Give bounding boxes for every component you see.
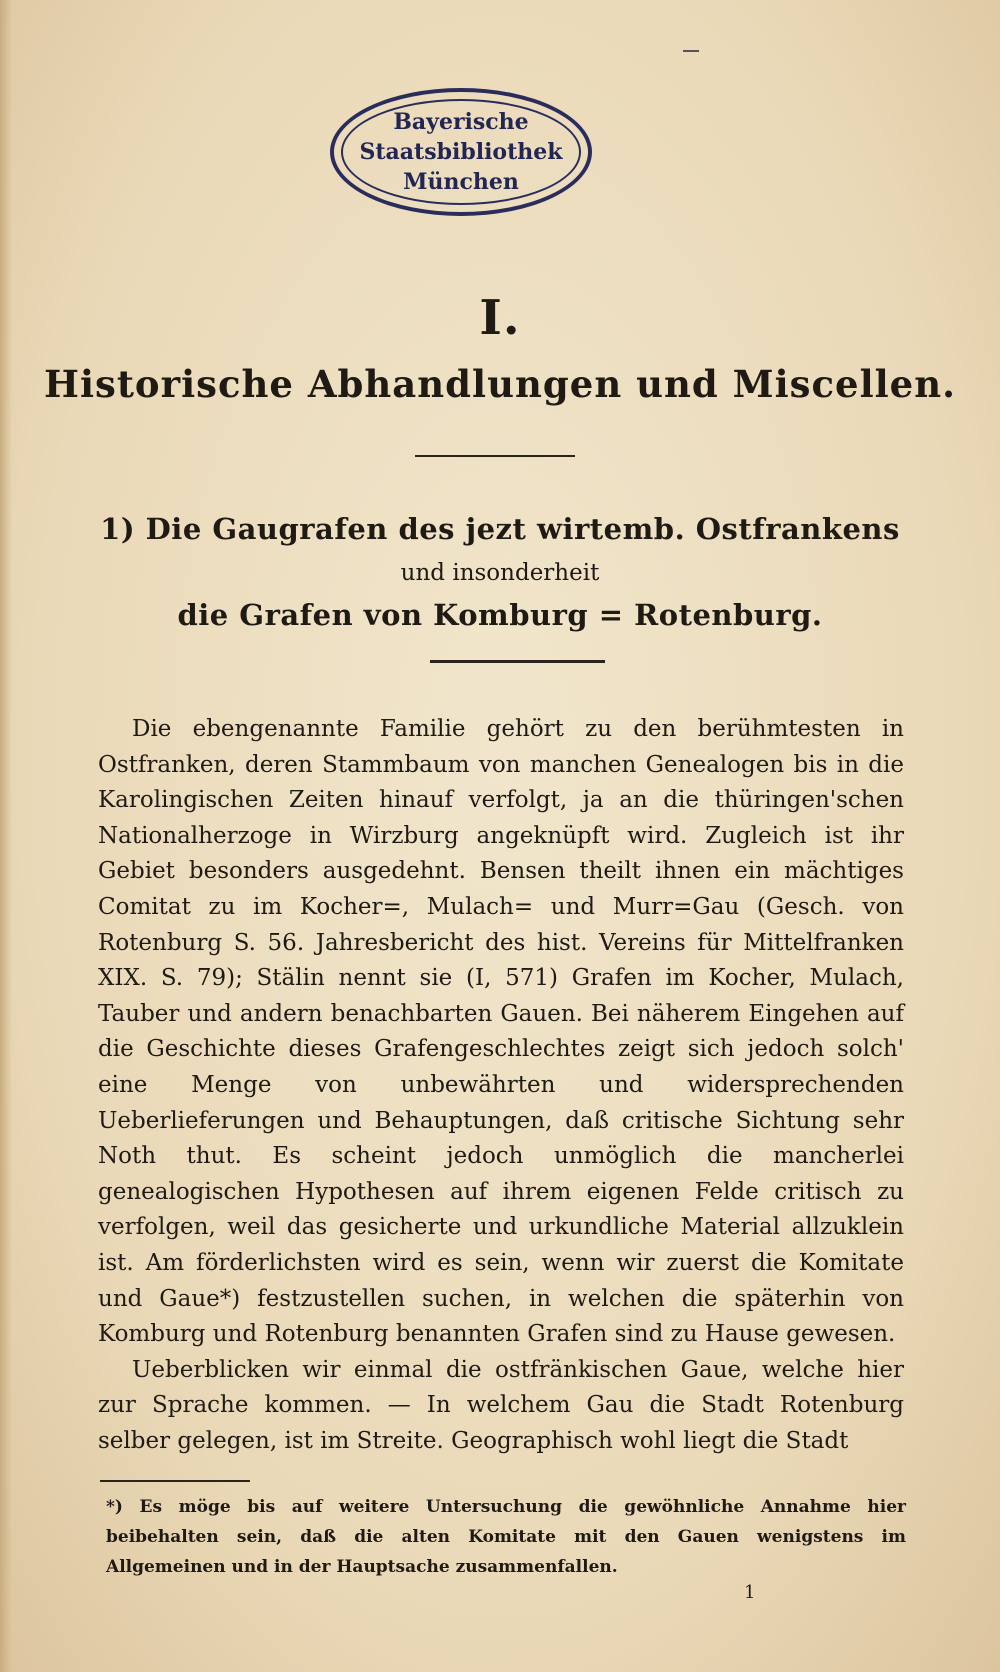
heading-rule bbox=[415, 455, 575, 457]
section-heading: Historische Abhandlungen und Miscellen. bbox=[43, 362, 957, 406]
stamp-line-3: München bbox=[403, 169, 519, 195]
footnote-rule bbox=[100, 1480, 250, 1482]
library-stamp bbox=[330, 88, 592, 216]
body-text bbox=[98, 712, 904, 1459]
page-number: 1 bbox=[744, 1582, 756, 1603]
stamp-line-2: Staatsbibliothek bbox=[359, 139, 563, 165]
title-rule bbox=[430, 660, 605, 663]
paragraph-2: Ueberblicken wir einmal die ostfränkischen Gaue, welche hier zur Sprache kommen. — In welchem Gau die Stadt Rotenburg selber gelegen, ist im Streite. Geographisch wohl liegt die Stadt bbox=[98, 1356, 904, 1454]
ink-mark bbox=[683, 50, 699, 52]
section-numeral: I. bbox=[479, 290, 521, 346]
paragraph-1: Die ebengenannte Familie gehört zu den berühmtesten in Ostfranken, deren Stammbaum von manchen Genealogen bis in die Karolingischen Zeiten hinauf verfolgt, ja an die thüringen'schen Nationalherzoge in Wirzburg angeknüpft wird. Zugleich ist ihr Gebiet besonders ausgedehnt. Bensen theilt ihnen ein mächtiges Comitat zu im Kocher=, Mulach= und Murr=Gau (Gesch. von Rotenburg S. 56. Jahresbericht des hist. Vereins für Mittelfranken XIX. S. 79); Stälin nennt sie (I, 571) Grafen im Kocher, Mulach, Tauber und andern benachbarten Gauen. Bei näherem Eingehen auf die Geschichte dieses Grafengeschlechtes zeigt sich jedoch solch' eine Menge von unbewährten und widersprechenden Ueberlieferungen und Behauptungen, daß critische Sichtung sehr Noth thut. Es scheint jedoch unmöglich die mancherlei genealogischen Hypothesen auf ihrem eigenen Felde critisch zu verfolgen, weil das gesicherte und urkundliche Material allzuklein ist. Am förderlichsten wird es sein, wenn wir zuerst die Komitate und Gaue*) festzustellen suchen, in welchen die späterhin von Komburg und Rotenburg benannten Grafen sind zu Hause gewesen. bbox=[98, 716, 904, 1348]
footnote: *) Es möge bis auf weitere Untersuchung die gewöhnliche Annahme hier beibehalten sein, daß die alten Komitate mit den Gauen wenigstens im Allgemeinen und in der Hauptsache zusammenfallen. bbox=[106, 1497, 906, 1577]
article-title-line-2: und insonderheit bbox=[400, 560, 600, 586]
stamp-line-1: Bayerische bbox=[393, 109, 529, 135]
article-title-line-3: die Grafen von Komburg = Rotenburg. bbox=[177, 598, 823, 632]
article-title-line-1: 1) Die Gaugrafen des jezt wirtemb. Ostfrankens bbox=[100, 512, 900, 546]
page-edge-shadow bbox=[0, 0, 12, 1672]
